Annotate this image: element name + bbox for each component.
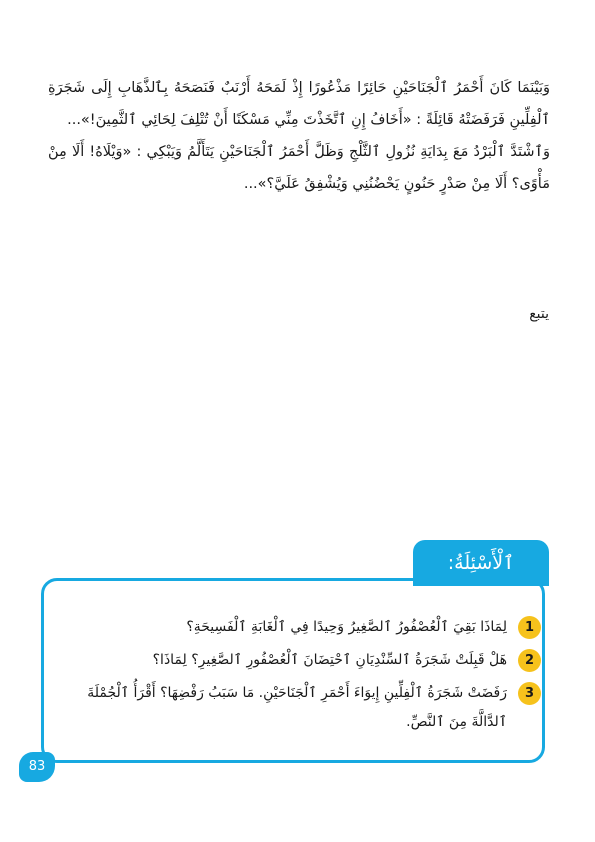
- question-number-badge: 3: [518, 682, 541, 705]
- story-paragraph-1: وَبَيْنَمَا كَانَ أَحْمَرُ ٱلْجَنَاحَيْنِ حَائِرًا مَذْعُورًا إِذْ لَمَحَهُ أَرْنَبٌ فَنَصَحَهُ بِٱلذَّهَابِ إِلَى شَجَرَةِ ٱلْفِلِّينِ فَرَفَضَتْهُ قَائِلَةً : «أَخَافُ إِنِ ٱتَّخَذْتَ مِنِّي مَسْكَنًا أَنْ تُتْلِفَ لِحَائِي ٱلثَّمِينَ!»...: [48, 80, 550, 128]
- question-item: [62, 679, 541, 737]
- questions-list: [62, 613, 541, 741]
- page-number: 83: [19, 752, 55, 782]
- question-number-badge: 1: [518, 616, 541, 639]
- story-text: [48, 72, 550, 200]
- question-item: [62, 613, 541, 642]
- question-text: هَلْ قَبِلَتْ شَجَرَةُ ٱلسِّنْدِيَانِ ٱحْتِضَانَ ٱلْعُصْفُورِ ٱلصَّغِيرِ؟ لِمَاذَا؟: [152, 652, 507, 668]
- questions-title: ٱلْأَسْئِلَةُ:: [413, 540, 549, 586]
- question-item: [62, 646, 541, 675]
- question-number-badge: 2: [518, 649, 541, 672]
- continued-label: يتبع: [529, 306, 549, 322]
- story-paragraph-2: وَٱشْتَدَّ ٱلْبَرْدُ مَعَ بِدَايَةِ نُزُولِ ٱلثَّلْجِ وَظَلَّ أَحْمَرُ ٱلْجَنَاحَيْنِ يَتَأَلَّمُ وَيَبْكِي : «وَيْلَاهُ! أَلَا مِنْ مَأْوًى؟ أَلَا مِنْ صَدْرٍ حَنُونٍ يَحْضُنُنِي وَيُشْفِقُ عَلَيَّ؟»...: [48, 144, 550, 192]
- question-text: رَفَضَتْ شَجَرَةُ ٱلْفِلِّينِ إِيوَاءَ أَحْمَرِ ٱلْجَنَاحَيْنِ. مَا سَبَبُ رَفْضِهَا؟ أَقْرَأُ ٱلْجُمْلَةَ ٱلدَّالَّةَ مِنَ ٱلنَّصِّ.: [87, 685, 507, 730]
- question-text: لِمَاذَا بَقِيَ ٱلْعُصْفُورُ ٱلصَّغِيرُ وَحِيدًا فِي ٱلْغَابَةِ ٱلْفَسِيحَةِ؟: [186, 619, 507, 635]
